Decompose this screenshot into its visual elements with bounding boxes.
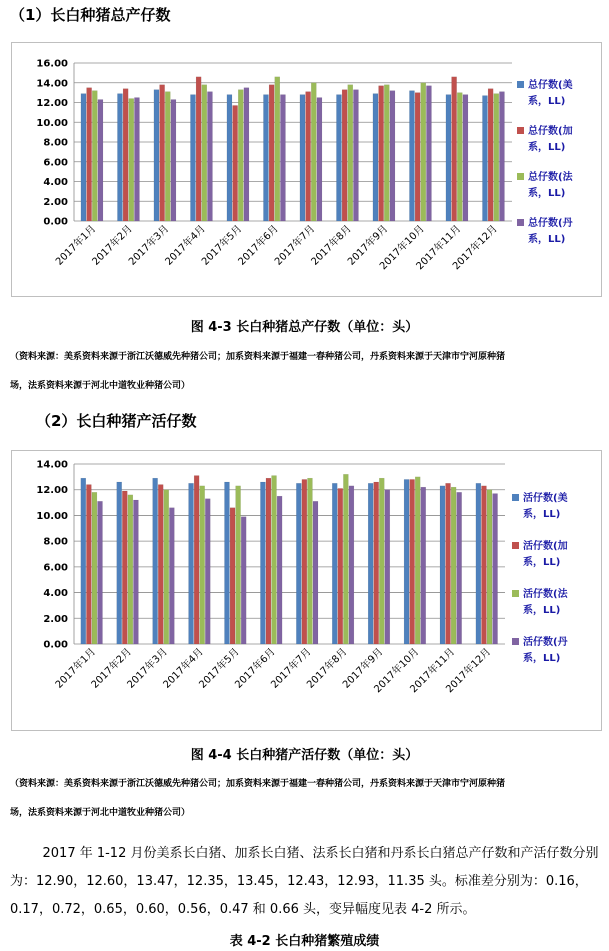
x-tick-label: 2017年9月	[345, 223, 391, 268]
bar-4-3	[171, 100, 176, 221]
data-source-line: （资料来源：美系资料来源于浙江沃德威先种猪公司；加系资料来源于福建一春种猪公司，丹系资料来源于天津市宁河原种猪	[10, 779, 506, 789]
y-tick-label: 0.00	[43, 639, 68, 651]
legend-label-4: 系，LL)	[528, 234, 566, 245]
y-tick-label: 10.00	[36, 117, 68, 129]
bar-3-4	[202, 85, 207, 221]
bar-2-3	[158, 485, 163, 644]
bar-1-9	[373, 94, 378, 221]
legend-swatch-3	[517, 173, 524, 180]
y-tick-label: 6.00	[43, 157, 68, 169]
bar-4-8	[353, 90, 358, 221]
table-title-4-2: 表 4-2 长白种猪繁殖成绩	[229, 934, 380, 949]
y-tick-label: 6.00	[43, 562, 68, 574]
y-tick-label: 14.00	[36, 459, 68, 471]
y-tick-label: 8.00	[43, 137, 68, 149]
bar-4-2	[133, 500, 138, 644]
bar-1-10	[409, 91, 414, 221]
legend-label-3: 总仔数(法	[528, 172, 573, 183]
bar-3-3	[164, 490, 169, 644]
x-tick-label: 2017年7月	[269, 646, 314, 691]
bar-2-4	[194, 476, 199, 644]
bar-3-1	[92, 91, 97, 221]
bar-2-12	[481, 486, 486, 644]
bar-3-8	[348, 85, 353, 221]
bar-3-6	[272, 476, 277, 644]
legend-swatch-1	[517, 81, 524, 88]
bar-4-12	[493, 494, 498, 644]
bar-3-8	[343, 474, 348, 644]
bar-1-10	[404, 479, 409, 644]
bar-2-9	[379, 86, 384, 221]
bar-4-5	[244, 88, 249, 221]
y-tick-label: 4.00	[43, 588, 68, 600]
bar-1-8	[332, 483, 337, 644]
bar-1-1	[81, 478, 86, 644]
legend-label-4: 总仔数(丹	[528, 218, 573, 229]
x-tick-label: 2017年2月	[89, 646, 134, 691]
bar-4-5	[241, 517, 246, 644]
bar-2-7	[302, 479, 307, 644]
legend-swatch-1	[512, 494, 519, 501]
x-tick-label: 2017年12月	[444, 646, 494, 696]
x-tick-label: 2017年10月	[377, 223, 427, 273]
bar-3-2	[128, 495, 133, 644]
y-tick-label: 14.00	[36, 78, 68, 90]
bar-1-3	[153, 478, 158, 644]
section-title-total-born: （1）长白种猪总产仔数	[10, 6, 171, 24]
legend-label-2: 系，LL)	[528, 142, 566, 153]
bar-4-10	[421, 487, 426, 644]
y-tick-label: 8.00	[43, 536, 68, 548]
section-title-live-born: （2）长白种猪产活仔数	[36, 412, 197, 430]
bar-2-8	[342, 90, 347, 221]
legend-label-3: 系，LL)	[528, 188, 566, 199]
bar-2-1	[86, 485, 91, 644]
data-source-line: （资料来源：美系资料来源于浙江沃德威先种猪公司；加系资料来源于福建一春种猪公司，丹系资料来源于天津市宁河原种猪	[10, 352, 506, 362]
bar-3-10	[415, 477, 420, 644]
bar-4-7	[313, 501, 318, 644]
bar-2-8	[338, 488, 343, 644]
bar-3-3	[165, 92, 170, 221]
legend-swatch-4	[512, 638, 519, 645]
bar-1-12	[482, 96, 487, 221]
bar-3-2	[129, 99, 134, 221]
bar-3-10	[421, 83, 426, 221]
x-tick-label: 2017年3月	[125, 646, 170, 691]
bar-1-9	[368, 483, 373, 644]
legend-label-2: 活仔数(加	[523, 541, 568, 552]
bar-2-12	[488, 89, 493, 221]
figure-caption-4-3: 图 4-3 长白种猪总产仔数（单位：头）	[190, 320, 419, 335]
bar-2-1	[87, 88, 92, 221]
bar-4-9	[385, 490, 390, 644]
x-tick-label: 2017年5月	[197, 646, 242, 691]
x-tick-label: 2017年2月	[90, 223, 135, 268]
bar-3-5	[238, 90, 243, 221]
bar-2-6	[266, 478, 271, 644]
legend-label-3: 系，LL)	[523, 605, 561, 616]
bar-4-4	[207, 92, 212, 221]
bar-2-5	[230, 508, 235, 644]
bar-3-12	[487, 490, 492, 644]
bar-1-5	[227, 95, 232, 221]
bar-1-11	[440, 486, 445, 644]
bar-4-12	[499, 92, 504, 221]
bar-1-7	[300, 95, 305, 221]
chart-live-born	[11, 450, 602, 731]
legend-swatch-3	[512, 590, 519, 597]
legend-swatch-2	[512, 542, 519, 549]
legend-label-4: 活仔数(丹	[523, 637, 568, 648]
bar-1-11	[446, 95, 451, 221]
data-source-line: 场，法系资料来源于河北中道牧业种猪公司）	[10, 808, 191, 818]
bar-3-9	[384, 85, 389, 221]
bar-2-11	[446, 483, 451, 644]
bar-3-9	[379, 478, 384, 644]
x-tick-label: 2017年10月	[372, 646, 422, 696]
bar-3-4	[200, 486, 205, 644]
x-tick-label: 2017年4月	[161, 646, 206, 691]
x-tick-label: 2017年6月	[233, 646, 278, 691]
bar-1-2	[117, 482, 122, 644]
bar-2-2	[122, 491, 127, 644]
x-tick-label: 2017年1月	[53, 646, 99, 691]
x-tick-label: 2017年1月	[53, 223, 99, 268]
y-tick-label: 2.00	[43, 613, 68, 625]
bar-3-6	[275, 77, 280, 221]
bar-1-8	[336, 95, 341, 221]
y-tick-label: 12.00	[36, 485, 68, 497]
legend-label-1: 活仔数(美	[523, 493, 568, 504]
y-tick-label: 12.00	[36, 98, 68, 109]
x-tick-label: 2017年4月	[163, 223, 208, 268]
bar-1-3	[154, 90, 159, 221]
bar-3-5	[236, 486, 241, 644]
bar-4-6	[277, 496, 282, 644]
bar-4-3	[169, 508, 174, 644]
y-tick-label: 10.00	[36, 510, 68, 522]
bar-2-5	[233, 105, 238, 221]
x-tick-label: 2017年11月	[414, 223, 464, 273]
bar-1-4	[189, 483, 194, 644]
data-source-note-1	[10, 343, 600, 401]
bar-2-10	[410, 479, 415, 644]
bar-4-11	[463, 95, 468, 221]
x-tick-label: 2017年8月	[305, 646, 350, 691]
y-tick-label: 4.00	[43, 177, 68, 188]
x-tick-label: 2017年6月	[236, 223, 281, 268]
bar-4-10	[426, 86, 431, 221]
bar-1-5	[224, 482, 229, 644]
bar-1-6	[260, 482, 265, 644]
x-tick-label: 2017年9月	[340, 646, 386, 691]
bar-2-2	[123, 89, 128, 221]
bar-4-8	[349, 486, 354, 644]
data-source-note-2	[10, 770, 600, 828]
bar-2-9	[374, 482, 379, 644]
chart-total-born	[11, 42, 602, 297]
bar-2-7	[306, 92, 311, 221]
bar-2-11	[452, 77, 457, 221]
legend-label-2: 系，LL)	[523, 557, 561, 568]
bar-4-4	[205, 499, 210, 644]
x-tick-label: 2017年3月	[126, 223, 172, 268]
bar-4-7	[317, 98, 322, 221]
legend-label-2: 总仔数(加	[528, 126, 573, 137]
x-tick-label: 2017年8月	[309, 223, 354, 268]
bar-4-9	[390, 91, 395, 221]
bar-2-3	[160, 85, 165, 221]
bar-2-10	[415, 93, 420, 221]
x-tick-label: 2017年5月	[199, 223, 245, 268]
bar-3-1	[92, 492, 97, 644]
bar-3-11	[451, 487, 456, 644]
bar-4-1	[98, 100, 103, 221]
bar-1-1	[81, 94, 86, 221]
legend-swatch-4	[517, 219, 524, 226]
legend-label-4: 系，LL)	[523, 653, 561, 664]
bar-2-6	[269, 85, 274, 221]
legend-label-1: 系，LL)	[528, 96, 566, 107]
bar-1-6	[263, 95, 268, 221]
bar-4-1	[98, 501, 103, 644]
legend-swatch-2	[517, 127, 524, 134]
bar-4-2	[134, 98, 139, 221]
bar-3-7	[307, 478, 312, 644]
chart-live-born-svg	[12, 451, 601, 730]
bar-3-11	[457, 93, 462, 221]
x-tick-label: 2017年11月	[408, 646, 458, 696]
legend-label-3: 活仔数(法	[523, 589, 568, 600]
y-tick-label: 2.00	[43, 196, 68, 208]
bar-4-6	[280, 95, 285, 221]
legend-label-1: 系，LL)	[523, 509, 561, 520]
bar-3-12	[494, 94, 499, 221]
legend-label-1: 总仔数(美	[528, 80, 573, 91]
figure-caption-4-4: 图 4-4 长白种猪产活仔数（单位：头）	[190, 748, 419, 763]
bar-1-2	[117, 94, 122, 221]
data-source-line: 场，法系资料来源于河北中道牧业种猪公司）	[10, 381, 191, 391]
bar-3-7	[311, 83, 316, 221]
bar-4-11	[457, 492, 462, 644]
bar-1-7	[296, 483, 301, 644]
x-tick-label: 2017年12月	[450, 223, 500, 273]
bar-1-4	[190, 95, 195, 221]
bar-1-12	[476, 483, 481, 644]
bar-2-4	[196, 77, 201, 221]
chart-total-born-svg	[12, 43, 601, 296]
y-tick-label: 0.00	[43, 216, 68, 228]
summary-paragraph: 2017 年 1-12 月份美系长白猪、加系长白猪、法系长白猪和丹系长白猪总产仔数和产活仔数分别为：12.90，12.60，13.47，12.35，13.45，12.43，12.93，11.35 头。标准差分别为：0.16，0.17，0.72，0.65，0.60，0.56，0.47 和 0.66 头，变异幅度见表 4-2 所示。	[10, 846, 599, 917]
y-tick-label: 16.00	[36, 58, 68, 70]
x-tick-label: 2017年7月	[272, 223, 318, 268]
